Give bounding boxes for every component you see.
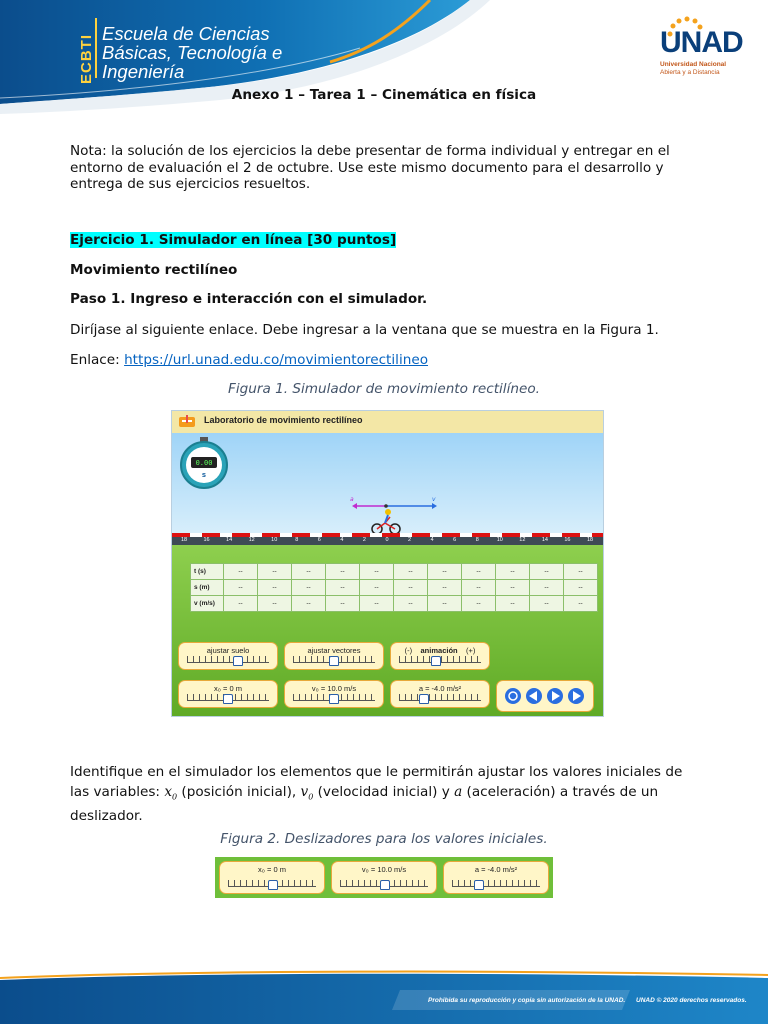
- var-v0-symbol: v: [300, 783, 309, 800]
- var-v0: [301, 784, 314, 800]
- school-name-line2: Básicas, Tecnología e: [102, 42, 283, 63]
- step-back-icon[interactable]: [526, 688, 542, 704]
- table-cell: --: [360, 596, 394, 612]
- slider-handle[interactable]: [419, 694, 429, 704]
- fig2-x0-slider[interactable]: [219, 861, 325, 894]
- simulator-figure: [171, 410, 604, 717]
- table-cell: --: [292, 596, 326, 612]
- slider-handle[interactable]: [223, 694, 233, 704]
- identify-text-1: Identifique en el simulador los elementos que le permitirán ajustar los valores iniciales de las variables:: [70, 764, 683, 800]
- link-paragraph: [70, 352, 428, 369]
- x0-label: x₀ = 0 m: [214, 684, 242, 693]
- var-a: a: [454, 783, 463, 800]
- table-cell: --: [394, 580, 428, 596]
- ruler-tick-label: 12: [519, 537, 526, 543]
- link-label: Enlace:: [70, 352, 125, 368]
- unad-subtitle-2: Abierta y a Distancia: [660, 69, 720, 76]
- ruler-tick-label: 18: [586, 537, 594, 543]
- table-cell: --: [224, 564, 258, 580]
- document-title: Anexo 1 – Tarea 1 – Cinemática en física: [231, 87, 537, 103]
- table-cell: --: [496, 580, 530, 596]
- table-cell: --: [530, 580, 564, 596]
- ruler-tick-label: 0: [385, 537, 389, 543]
- var-x0: [164, 784, 177, 800]
- table-cell: --: [258, 564, 292, 580]
- sim-title-bar: [172, 411, 603, 433]
- ruler-tick-label: 2: [362, 537, 366, 543]
- sim-title: Laboratorio de movimiento rectilíneo: [204, 415, 363, 425]
- data-table-wrapper: [190, 563, 598, 612]
- ruler-tick-label: 4: [430, 537, 434, 543]
- school-name-line3: Ingeniería: [102, 61, 185, 82]
- simulator-link[interactable]: https://url.unad.edu.co/movimientorectilineo: [124, 352, 429, 368]
- fig2-a-slider[interactable]: [443, 861, 549, 894]
- note-paragraph: Nota: la solución de los ejercicios la debe presentar de forma individual y entregar en el entorno de evaluación el 2 de octubre. Use este mismo documento para el desarrollo y entrega de sus ejercicios resueltos.: [70, 143, 670, 192]
- vector-v-label: v: [432, 496, 436, 503]
- ruler-tick-label: 10: [496, 537, 503, 543]
- a-label: a = -4.0 m/s²: [418, 684, 462, 693]
- step-title: . Ingreso e interacción con el simulador.: [120, 291, 428, 307]
- ruler-tick-label: 2: [408, 537, 412, 543]
- identify-text-3: (velocidad inicial) y: [313, 783, 455, 800]
- figure2-sliders: [215, 857, 553, 898]
- ruler-tick-label: 14: [226, 537, 233, 543]
- slider-handle[interactable]: [233, 656, 243, 666]
- table-cell: --: [462, 564, 496, 580]
- table-row: [191, 564, 598, 580]
- logo-divider: [95, 18, 97, 78]
- slider-handle[interactable]: [380, 880, 390, 890]
- table-row: [191, 596, 598, 612]
- slider-handle[interactable]: [329, 694, 339, 704]
- play-icon[interactable]: [547, 688, 563, 704]
- table-cell: --: [564, 580, 598, 596]
- fig2-v0-slider[interactable]: [331, 861, 437, 894]
- table-cell: --: [292, 580, 326, 596]
- school-name-line1: Escuela de Ciencias: [102, 23, 270, 44]
- table-cell: --: [462, 580, 496, 596]
- animacion-label-row: [391, 646, 489, 655]
- x0-slider[interactable]: [178, 680, 278, 708]
- ruler-tick-label: 16: [564, 537, 571, 543]
- slider-handle[interactable]: [431, 656, 441, 666]
- document-footer: [0, 970, 768, 1024]
- unad-subtitle-1: Universidad Nacional: [660, 61, 727, 68]
- footer-copyright-notice: Prohibida su reproducción y copia sin autorización de la UNAD.: [428, 997, 626, 1004]
- ruler-tick-label: 16: [203, 537, 210, 543]
- unad-logo: [660, 16, 744, 78]
- table-cell: --: [564, 596, 598, 612]
- table-cell: --: [326, 580, 360, 596]
- a-slider[interactable]: [390, 680, 490, 708]
- step-prefix: Paso 1: [70, 291, 121, 307]
- step-forward-icon[interactable]: [568, 688, 584, 704]
- table-row-label: s (m): [191, 580, 224, 596]
- table-cell: --: [224, 580, 258, 596]
- table-cell: --: [258, 596, 292, 612]
- table-cell: --: [496, 564, 530, 580]
- data-table: [190, 563, 598, 612]
- table-cell: --: [360, 564, 394, 580]
- ruler-tick-label: 6: [453, 537, 457, 543]
- ajustar-suelo-slider[interactable]: [178, 642, 278, 670]
- table-row-label: t (s): [191, 564, 224, 580]
- vector-a-label: a: [350, 496, 354, 503]
- playback-controls: [496, 680, 594, 712]
- slider-handle[interactable]: [474, 880, 484, 890]
- identify-text-4: (aceleración) a través de un deslizador.: [70, 783, 659, 824]
- var-v0-subscript: 0: [308, 792, 314, 802]
- exercise-heading-text: Ejercicio 1. Simulador en línea [30 puntos]: [70, 232, 397, 248]
- anim-label: animación: [420, 646, 458, 655]
- table-row: [191, 580, 598, 596]
- footer-rights: UNAD © 2020 derechos reservados.: [636, 997, 747, 1004]
- table-cell: --: [564, 564, 598, 580]
- table-cell: --: [428, 564, 462, 580]
- ruler-tick-label: 4: [340, 537, 344, 543]
- ruler-tick-label: 10: [271, 537, 278, 543]
- unad-wordmark: UNAD: [660, 26, 743, 59]
- table-cell: --: [428, 580, 462, 596]
- table-cell: --: [224, 596, 258, 612]
- identify-paragraph: [70, 763, 700, 826]
- table-row-label: v (m/s): [191, 596, 224, 612]
- ruler-tick-label: 12: [248, 537, 255, 543]
- table-cell: --: [462, 596, 496, 612]
- table-cell: --: [394, 564, 428, 580]
- fig2-v0-label: v₀ = 10.0 m/s: [361, 865, 407, 874]
- table-cell: --: [326, 564, 360, 580]
- section-title: Movimiento rectilíneo: [70, 262, 238, 278]
- animacion-slider[interactable]: [390, 642, 490, 670]
- table-cell: --: [530, 596, 564, 612]
- var-x0-subscript: 0: [172, 792, 178, 802]
- v0-slider[interactable]: [284, 680, 384, 708]
- ajustar-vectores-label: ajustar vectores: [307, 646, 361, 655]
- var-x0-symbol: x: [164, 783, 173, 800]
- fig2-x0-label: x₀ = 0 m: [258, 865, 286, 874]
- table-cell: --: [326, 596, 360, 612]
- table-cell: --: [496, 596, 530, 612]
- ruler-tick-label: 8: [475, 537, 479, 543]
- fig2-a-label: a = -4.0 m/s²: [474, 865, 518, 874]
- ajustar-vectores-slider[interactable]: [284, 642, 384, 670]
- step-heading: [70, 291, 427, 308]
- table-cell: --: [428, 596, 462, 612]
- stopwatch-unit: s: [201, 471, 207, 479]
- anim-plus: (+): [465, 646, 476, 655]
- ajustar-suelo-label: ajustar suelo: [206, 646, 250, 655]
- table-cell: --: [360, 580, 394, 596]
- ruler-tick-label: 18: [180, 537, 188, 543]
- stopwatch-value: 0.00: [195, 459, 213, 467]
- table-cell: --: [258, 580, 292, 596]
- instruction-paragraph: Diríjase al siguiente enlace. Debe ingresar a la ventana que se muestra en la Figura 1.: [70, 322, 659, 338]
- table-cell: --: [394, 596, 428, 612]
- ecbti-vertical-logo: ECBTI: [78, 34, 95, 84]
- table-cell: --: [292, 564, 326, 580]
- figure2-caption: Figura 2. Deslizadores para los valores iniciales.: [220, 831, 548, 847]
- exercise-heading: [70, 232, 396, 249]
- slider-handle[interactable]: [268, 880, 278, 890]
- playback-icons: [503, 686, 589, 706]
- ruler-tick-label: 14: [541, 537, 548, 543]
- ruler-tick-label: 6: [317, 537, 321, 543]
- anim-minus: (-): [404, 646, 413, 655]
- ruler-ticks: [180, 537, 594, 545]
- reset-icon[interactable]: [505, 688, 521, 704]
- figure1-caption: Figura 1. Simulador de movimiento rectilíneo.: [228, 381, 540, 397]
- sim-app-icon: [178, 415, 198, 429]
- slider-handle[interactable]: [329, 656, 339, 666]
- ruler-tick-label: 8: [295, 537, 299, 543]
- table-cell: --: [530, 564, 564, 580]
- stopwatch[interactable]: [178, 437, 230, 489]
- identify-text-2: (posición inicial),: [177, 783, 301, 800]
- v0-label: v₀ = 10.0 m/s: [311, 684, 357, 693]
